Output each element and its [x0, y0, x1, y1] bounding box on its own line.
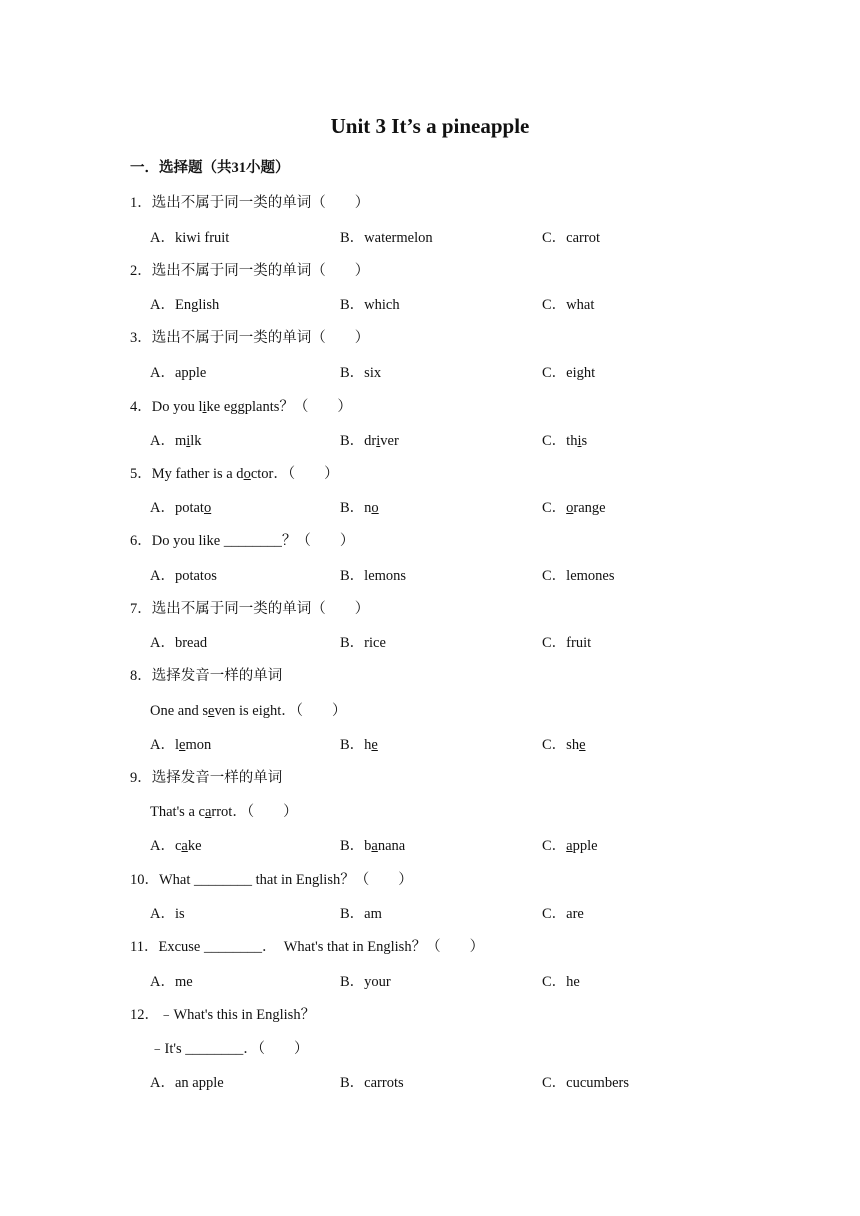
underlined-letter: i — [376, 433, 381, 449]
question-number: 3． — [130, 330, 152, 346]
question-11 — [130, 935, 484, 956]
question-text: 选出不属于同一类的单词（ ） — [151, 601, 370, 617]
question-text: 选出不属于同一类的单词（ ） — [151, 330, 370, 346]
question-9-sentence: That's a carrot．（ ） — [150, 804, 298, 820]
question-number: 5． — [130, 466, 152, 482]
option-c: C．he — [542, 974, 580, 990]
question-8 — [130, 664, 282, 685]
option-a: A．potato — [150, 500, 212, 516]
underlined-letter: e — [208, 703, 215, 719]
underlined-letter: i — [577, 433, 582, 449]
underlined-letter: e — [371, 737, 378, 753]
option-c: C．apple — [542, 838, 598, 854]
option-a: A．bread — [150, 635, 208, 651]
option-b: B．rice — [340, 635, 386, 651]
question-number: 12． — [130, 1007, 159, 1023]
question-text: 选择发音一样的单词 — [151, 770, 283, 786]
question-1 — [130, 191, 369, 212]
question-number: 11． — [130, 939, 159, 955]
question-number: 6． — [130, 533, 152, 549]
question-6 — [130, 529, 354, 550]
question-number: 2． — [130, 263, 152, 279]
question-number: 1． — [130, 195, 152, 211]
option-a: A．is — [150, 906, 185, 922]
option-b: B．driver — [340, 433, 399, 449]
underlined-letter: o — [203, 500, 212, 516]
option-a: A．cake — [150, 838, 202, 854]
question-12-answer-line: ﹣It's ________．（ ） — [150, 1041, 309, 1057]
option-a: A．lemon — [150, 737, 212, 753]
option-c: C．this — [542, 433, 588, 449]
option-b: B．which — [340, 297, 400, 313]
question-4: 4．Do you like eggplants？（ ） — [130, 399, 352, 415]
option-c: C．cucumbers — [542, 1075, 629, 1091]
question-text: Do you like ________？（ ） — [151, 533, 355, 549]
option-a: A．me — [150, 974, 193, 990]
question-number: 7． — [130, 601, 152, 617]
option-b: B．your — [340, 974, 391, 990]
option-b: B．lemons — [340, 568, 407, 584]
option-a: A．an apple — [150, 1075, 224, 1091]
option-c: C．eight — [542, 365, 596, 381]
question-number: 9． — [130, 770, 152, 786]
question-number: 4． — [130, 399, 152, 415]
option-b: B．am — [340, 906, 382, 922]
option-b: B．he — [340, 737, 378, 753]
option-c: C．what — [542, 297, 595, 313]
option-c: C．she — [542, 737, 586, 753]
question-7 — [130, 597, 369, 618]
question-number: 10． — [130, 872, 159, 888]
question-8-sentence: One and seven is eight．（ ） — [150, 703, 347, 719]
question-3 — [130, 326, 369, 347]
question-10 — [130, 868, 413, 889]
question-text: Excuse ________． What's that in English？（ ） — [158, 939, 485, 955]
question-9 — [130, 766, 282, 787]
question-text: 选出不属于同一类的单词（ ） — [151, 263, 370, 279]
underlined-letter: a — [566, 838, 573, 854]
section-heading: 一．选择题（共31小题） — [130, 160, 290, 176]
underlined-letter: o — [371, 500, 379, 516]
option-a: A．milk — [150, 433, 202, 449]
page-title: Unit 3 It’s a pineapple — [330, 114, 530, 138]
question-12 — [130, 1003, 315, 1024]
underlined-letter: i — [186, 433, 191, 449]
question-text: What ________ that in English？（ ） — [159, 872, 413, 888]
option-b: B．banana — [340, 838, 406, 854]
question-text: 选出不属于同一类的单词（ ） — [151, 195, 370, 211]
underlined-letter: i — [202, 399, 207, 415]
option-a: A．potatos — [150, 568, 217, 584]
option-a: A．English — [150, 297, 220, 313]
option-b: B．carrots — [340, 1075, 404, 1091]
underlined-letter: o — [566, 500, 574, 516]
option-c: C．orange — [542, 500, 606, 516]
underlined-letter: a — [371, 838, 378, 854]
underlined-letter: a — [204, 804, 212, 820]
option-a: A．apple — [150, 365, 207, 381]
underlined-letter: e — [579, 737, 586, 753]
underlined-letter: a — [181, 838, 188, 854]
question-number: 8． — [130, 668, 152, 684]
option-c: C．lemones — [542, 568, 615, 584]
underlined-letter: o — [243, 466, 251, 482]
option-c: C．are — [542, 906, 584, 922]
question-text: ﹣What's this in English？ — [159, 1007, 316, 1023]
option-b: B．no — [340, 500, 379, 516]
question-5: 5．My father is a doctor．（ ） — [130, 466, 339, 482]
option-c: C．carrot — [542, 230, 600, 246]
option-a: A．kiwi fruit — [150, 230, 230, 246]
option-b: B．watermelon — [340, 230, 433, 246]
question-2 — [130, 259, 369, 280]
question-text: 选择发音一样的单词 — [151, 668, 283, 684]
option-b: B．six — [340, 365, 382, 381]
underlined-letter: e — [179, 737, 186, 753]
option-c: C．fruit — [542, 635, 592, 651]
